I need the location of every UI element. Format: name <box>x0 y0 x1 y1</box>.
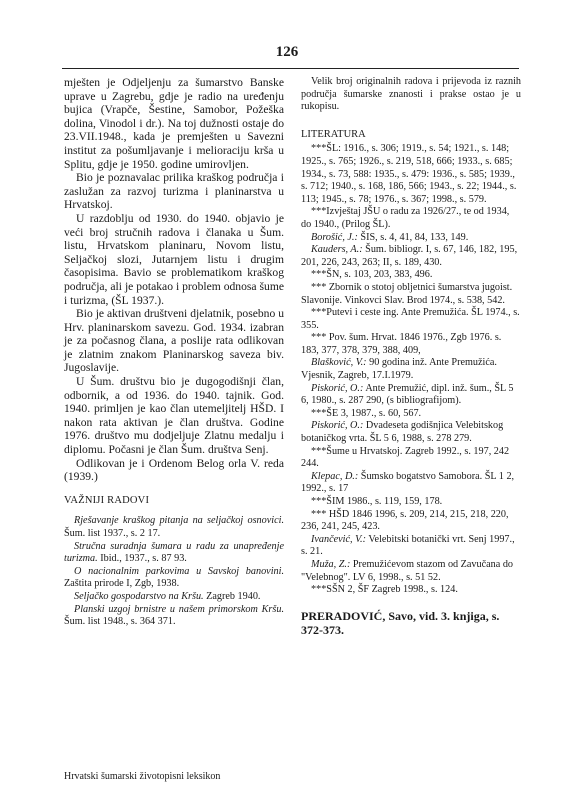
bio-paragraph: Odlikovan je i Ordenom Belog orla V. reda (1939.) <box>64 456 284 484</box>
works-list <box>64 515 284 628</box>
bio-paragraph: U razdoblju od 1930. do 1940. objavio je veći broj stručnih radova i članaka u Šum. listu, Hrvatskom planinaru, Novom listu, Seljačkoj slozi, Jutarnjem listu i drugim časopisima. Bavio se problematikom kraškog područja, ali je potakao i problem odnosa šume i turizma, (ŠL 1937.). <box>64 211 284 307</box>
literature-list <box>301 143 521 596</box>
literature-text: 90 godina inž. Ante Premužića. Vjesnik, Zagreb, 17.I.1979. <box>301 357 497 382</box>
literature-text: ***ŠIM 1986., s. 119, 159, 178. <box>311 496 443 507</box>
literature-text: ***ŠE 3, 1987., s. 60, 567. <box>311 407 422 419</box>
work-source: Zagreb 1940. <box>203 590 261 602</box>
literature-text: ***ŠL: 1916., s. 306; 1919., s. 54; 1921., s. 148; 1925., s. 765; 1926., s. 219, 518, 666; 1933., s. 685; 1934., s. 73, 588: 1935., s. 479: 1936., s. 585; 1939., s. 712; 1940., s. 168, 186, 566; 1943., s. 22; 1944., s. 113; 1945., s. 78; 1976., s. 367; 1998., s. 579. <box>301 143 517 205</box>
bio-paragraph: Bio je aktivan društveni djelatnik, posebno u Hrv. planinarskom savezu. God. 1934. izabran je za počasnog člana, a poslije rata odlikovan je zlatnim znakom Planinarskog saveza biv. Jugoslavije. <box>64 307 284 375</box>
literature-text: Velebitski botanički vrt. Senj 1997., s. 21. <box>301 533 515 558</box>
literature-author: Piskorić, O.: <box>311 420 364 432</box>
literature-entry <box>301 383 521 408</box>
literature-author: Borošić, J.: <box>311 231 358 243</box>
literature-text: *** Zbornik o stotoj obljetnici šumarstva jugoist. Slavonije. Vinkovci Slav. Brod 1974., s. 538, 542. <box>301 281 513 306</box>
work-entry <box>64 604 284 629</box>
literature-text: ŠIS, s. 4, 41, 84, 133, 149. <box>357 231 469 243</box>
work-entry <box>64 591 284 604</box>
literature-entry <box>301 232 521 245</box>
literature-text: Ante Premužić, dipl. inž. šum., ŠL 5 6, 1980., s. 287 290, (s bibliografijom). <box>301 382 514 407</box>
literature-entry <box>301 420 521 445</box>
work-entry <box>64 541 284 566</box>
literature-entry <box>301 244 521 269</box>
literature-text: ***Šume u Hrvatskoj. Zagreb 1992., s. 197, 242 244. <box>301 445 510 470</box>
page-footer: Hrvatski šumarski životopisni leksikon <box>64 771 221 782</box>
left-column <box>64 76 284 629</box>
literature-text: ***Izvještaj JŠU o radu za 1926/27., te od 1934, do 1940., (Prilog ŠL). <box>301 206 510 230</box>
literature-heading: LITERATURA <box>301 128 366 140</box>
literature-entry <box>301 282 521 307</box>
literature-entry <box>301 206 521 231</box>
work-entry <box>64 566 284 591</box>
literature-entry <box>301 534 521 559</box>
cross-reference: PRERADOVIĆ, Savo, vid. 3. knjiga, s. 372-373. <box>301 608 500 637</box>
literature-entry <box>301 584 521 597</box>
work-entry <box>64 515 284 540</box>
right-column <box>301 76 521 637</box>
literature-entry <box>301 332 521 357</box>
literature-entry <box>301 408 521 421</box>
literature-text: Šumsko bogatstvo Samobora. ŠL 1 2, 1992., s. 17 <box>301 470 515 495</box>
literature-author: Ivančević, V.: <box>311 533 366 545</box>
literature-entry <box>301 307 521 332</box>
literature-author: Piskorić, O.: <box>311 382 364 394</box>
manuscripts-note: Velik broj originalnih radova i prijevoda iz raznih područja šumarske znanosti i prakse ostao je u rukopisu. <box>301 76 521 113</box>
work-source: Šum. list 1937., s. 2 17. <box>64 528 161 539</box>
literature-text: *** HŠD 1846 1996, s. 209, 214, 215, 218, 220, 236, 241, 245, 423. <box>301 508 509 533</box>
work-source: Ibid., 1937., s. 87 93. <box>97 553 187 565</box>
literature-text: Šum. bibliogr. I, s. 67, 146, 182, 195, 201, 226, 243, 263; II, s. 189, 430. <box>301 244 518 268</box>
literature-entry <box>301 471 521 496</box>
literature-entry <box>301 559 521 584</box>
literature-entry <box>301 357 521 382</box>
work-title: Planski uzgoj brnistre u našem primorskom Kršu. <box>74 603 284 615</box>
works-heading: VAŽNIJI RADOVI <box>64 494 150 506</box>
work-title: Rješavanje kraškog pitanja na seljačkoj osnovici. <box>74 515 284 527</box>
work-title: O nacionalnim parkovima u Savskoj banovini. <box>74 565 284 577</box>
literature-entry <box>301 509 521 534</box>
literature-entry <box>301 143 521 206</box>
bio-paragraph: mješten je Odjeljenju za šumarstvo Banske uprave u Zagrebu, gdje je radio na uređenju bujica (Vrapče, Šestine, Samobor, Požeška dolina, Vinodol i dr.). Na toj dužnosti ostaje do 23.VII.1948., kada je premješten u Savezni institut za pošumljavanje i melioraciju krša u Splitu, gdje je 1950. godine umirovljen. <box>64 76 284 171</box>
literature-author: Kauders, A.: <box>311 244 363 256</box>
page-number: 126 <box>275 44 299 60</box>
literature-text: ***ŠN, s. 103, 203, 383, 496. <box>311 269 433 281</box>
biography-text <box>64 76 284 484</box>
literature-text: Dvadeseta godišnjica Velebitskog botaničkog vrta. ŠL 5 6, 1988, s. 278 279. <box>301 420 504 445</box>
literature-author: Blašković, V.: <box>311 357 367 369</box>
literature-author: Klepac, D.: <box>311 470 359 482</box>
bio-paragraph: U Šum. društvu bio je dugogodišnji član, odbornik, a od 1936. do 1940. tajnik. God. 1940. primljen je kao član utemeljitelj HŠD. I nakon rata aktivan je član društva. Godine 1976. društvo mu dodjeljuje Zlatnu medalju i diplomu. Počasni je član Šum. društva Senj. <box>64 375 284 457</box>
bio-paragraph: Bio je poznavalac prilika kraškog područja i zaslužan za razvoj turizma i planinarstva u Hrvatskoj. <box>64 171 284 212</box>
literature-entry <box>301 446 521 471</box>
work-title: Stručna suradnja šumara u radu za unapređenje turizma. <box>64 540 284 565</box>
work-source: Šum. list 1948., s. 364 371. <box>64 616 176 628</box>
literature-text: *** Pov. šum. Hrvat. 1846 1976., Zgb 1976. s. 183, 377, 378, 379, 388, 409, <box>301 332 502 356</box>
literature-text: ***Putevi i ceste ing. Ante Premužića. ŠL 1974., s. 355. <box>301 307 520 331</box>
literature-entry <box>301 269 521 282</box>
work-source: Zaštita prirode I, Zgb, 1938. <box>64 578 180 590</box>
header-rule <box>62 68 519 69</box>
literature-text: Premužićevom stazom od Zavučana do "Velebnog". LV 6, 1998., s. 51 52. <box>301 558 514 583</box>
literature-author: Muža, Z.: <box>311 558 351 570</box>
work-title: Seljačko gospodarstvo na Kršu. <box>74 590 204 602</box>
literature-entry <box>301 496 521 509</box>
literature-text: ***SŠN 2, ŠF Zagreb 1998., s. 124. <box>311 584 458 596</box>
